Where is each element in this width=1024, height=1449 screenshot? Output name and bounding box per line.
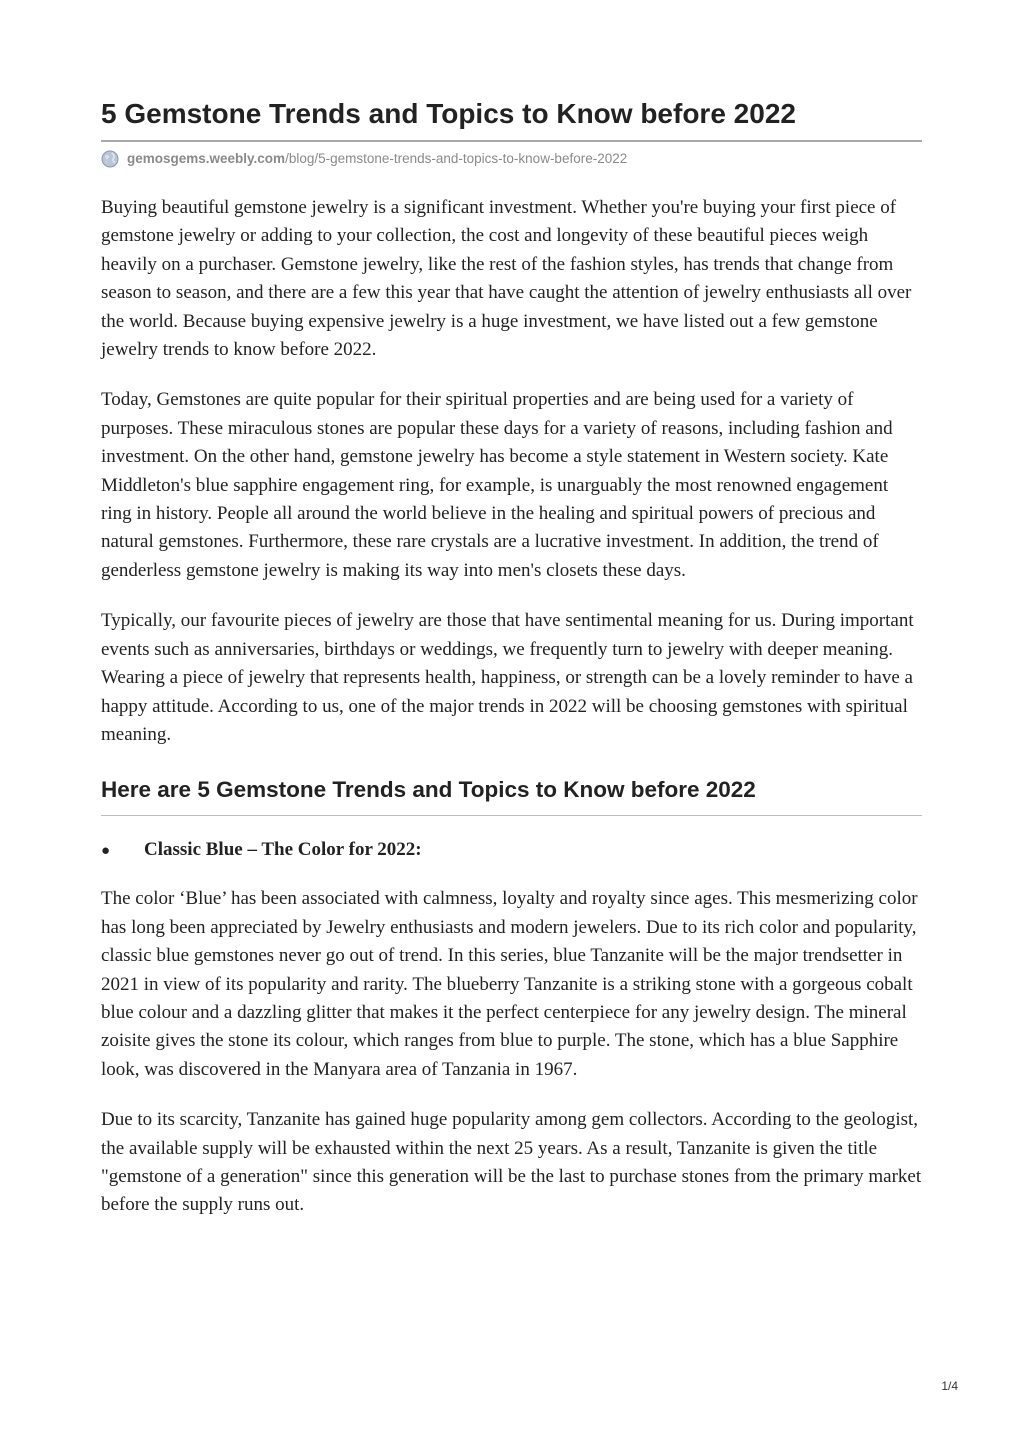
globe-icon [101, 150, 119, 168]
bullet-icon: ● [101, 843, 111, 860]
list-item [101, 836, 922, 865]
source-path[interactable]: /blog/5-gemstone-trends-and-topics-to-know-before-2022 [285, 151, 628, 166]
paragraph-spiritual: Today, Gemstones are quite popular for their spiritual properties and are being used for a variety of purposes. These miraculous stones are popular these days for a variety of reasons, including fashion and investment. On the other hand, gemstone jewelry has become a style statement in Western society. Kate Middleton's blue sapphire engagement ring, for example, is unarguably the most renowned engagement ring in history. People all around the world believe in the healing and spiritual powers of precious and natural gemstones. Furthermore, these rare crystals are a lucrative investment. In addition, the trend of genderless gemstone jewelry is making its way into men's closets these days. [101, 389, 893, 581]
list-item-title: Classic Blue – The Color for 2022: [144, 839, 422, 861]
paragraph-scarcity: Due to its scarcity, Tanzanite has gained huge popularity among gem collectors. According to the geologist, the available supply will be exhausted within the next 25 years. As a result, Tanzanite is given the title "gemstone of a generation" since this generation will be the last to purchase stones from the primary market before the supply runs out. [101, 1109, 922, 1216]
article [101, 96, 922, 1220]
page-title: 5 Gemstone Trends and Topics to Know before 2022 [101, 96, 922, 142]
page-number: 1/4 [941, 1379, 958, 1393]
source-url[interactable] [101, 150, 922, 168]
source-domain[interactable]: gemosgems.weebly.com [127, 151, 286, 166]
paragraph-sentimental: Typically, our favourite pieces of jewelry are those that have sentimental meaning for us. During important events such as anniversaries, birthdays or weddings, we frequently turn to jewelry with deeper meaning. Wearing a piece of jewelry that represents health, happiness, or strength can be a lovely reminder to have a happy attitude. According to us, one of the major trends in 2022 will be choosing gemstones with spiritual meaning. [101, 610, 914, 745]
section-heading: Here are 5 Gemstone Trends and Topics to Know before 2022 [101, 775, 922, 816]
paragraph-intro: Buying beautiful gemstone jewelry is a significant investment. Whether you're buying your first piece of gemstone jewelry or adding to your collection, the cost and longevity of these beautiful pieces weigh heavily on a purchaser. Gemstone jewelry, like the rest of the fashion styles, has trends that change from season to season, and there are a few this year that have caught the attention of jewelry enthusiasts all over the world. Because buying expensive jewelry is a huge investment, we have listed out a few gemstone jewelry trends to know before 2022. [101, 197, 912, 361]
paragraph-classic-blue: The color ‘Blue’ has been associated with calmness, loyalty and royalty since ages. This mesmerizing color has long been appreciated by Jewelry enthusiasts and modern jewelers. Due to its rich color and popularity, classic blue gemstones never go out of trend. In this series, blue Tanzanite will be the major trendsetter in 2021 in view of its popularity and rarity. The blueberry Tanzanite is a striking stone with a gorgeous cobalt blue colour and a dazzling glitter that makes it the perfect centerpiece for any jewelry design. The mineral zoisite gives the stone its colour, which ranges from blue to purple. The stone, which has a blue Sapphire look, was discovered in the Manyara area of Tanzania in 1967. [101, 888, 918, 1080]
